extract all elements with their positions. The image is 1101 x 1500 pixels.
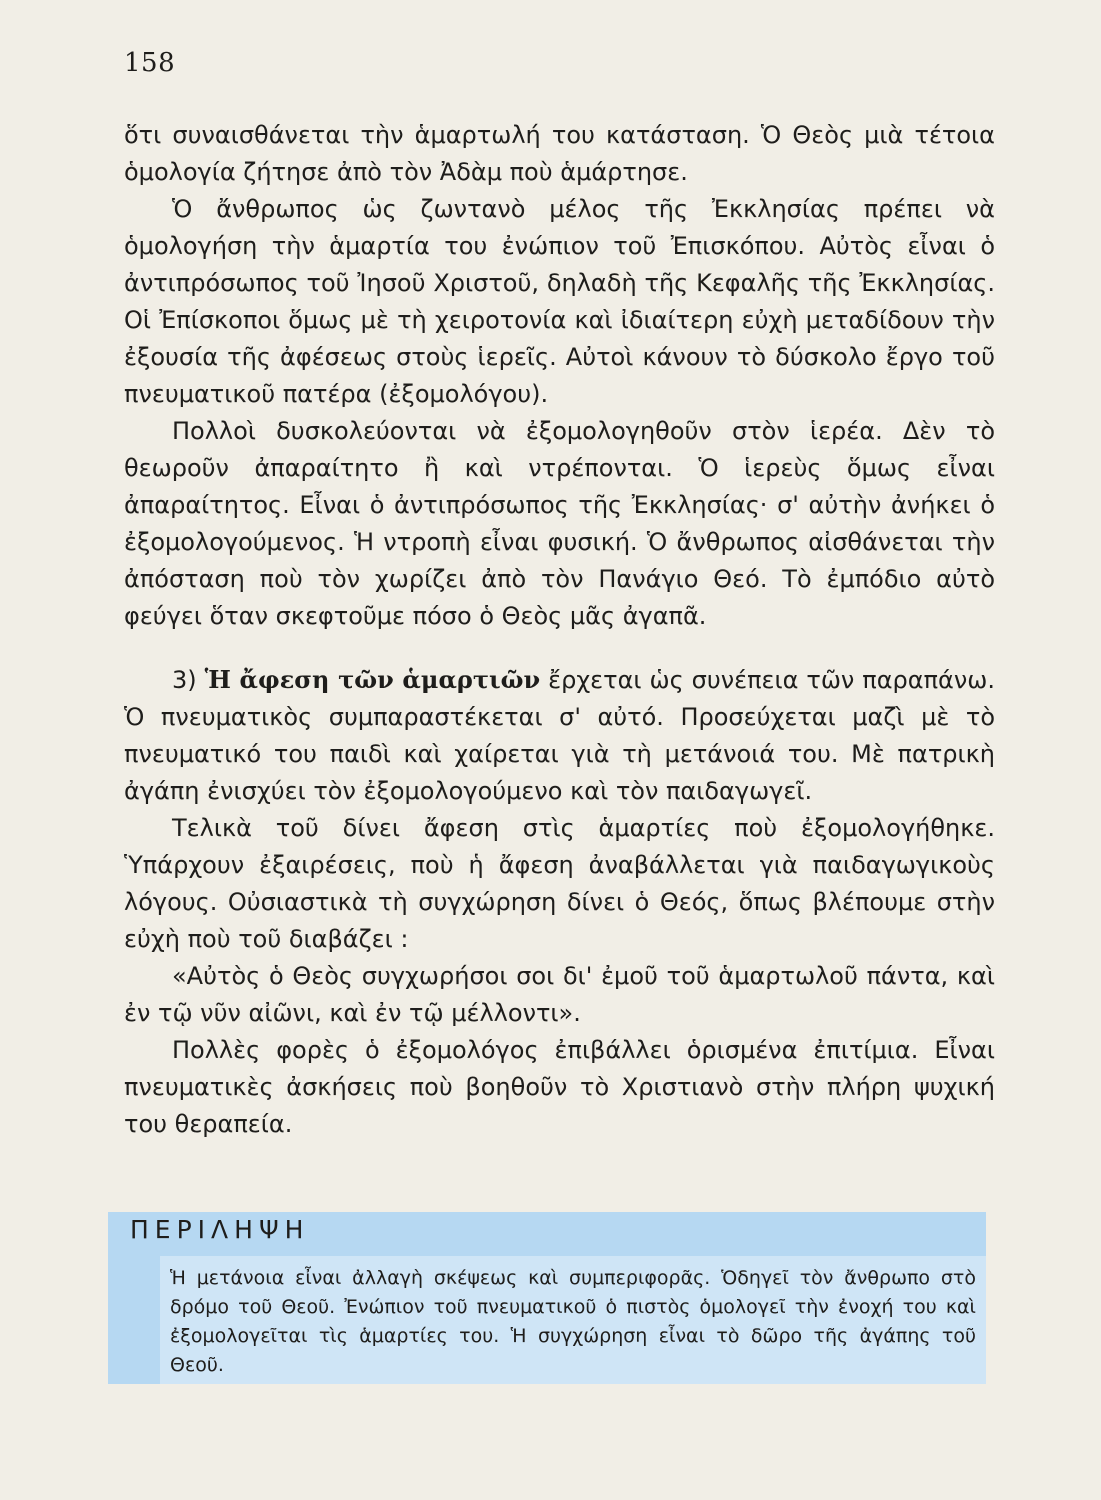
section-heading: Ἡ ἄφεση τῶν ἁμαρτιῶν <box>204 665 541 694</box>
paragraph-4-text: ἔρχεται ὡς συνέπεια τῶν παραπάνω. Ὁ πνευματικὸς συμπαραστέκεται σ' αὐτό. Προσεύχεται μαζὶ μὲ τὸ πνευματικό του παιδὶ καὶ χαίρεται γιὰ τὴ μετάνοιά του. Μὲ πατρικὴ ἀγάπη ἐνισχύει τὸν ἐξομολογούμενο καὶ τὸν παιδαγωγεῖ. <box>124 666 995 805</box>
summary-panel <box>160 1256 986 1384</box>
paragraph-7: Πολλὲς φορὲς ὁ ἐξομολόγος ἐπιβάλλει ὁρισμένα ἐπιτίμια. Εἶναι πνευματικὲς ἀσκήσεις ποὺ βοηθοῦν τὸ Χριστιανὸ στὴν πλήρη ψυχική του θεραπεία. <box>124 1036 995 1138</box>
prayer-quote: «Αὐτὸς ὁ Θεὸς συγχωρήσοι σοι δι' ἐμοῦ τοῦ ἁμαρτωλοῦ πάντα, καὶ ἐν τῷ νῦν αἰῶνι, καὶ ἐν τῷ μέλλοντι». <box>124 962 995 1027</box>
body-text <box>124 117 995 1143</box>
summary-box <box>108 1212 986 1384</box>
paragraph-5: Τελικὰ τοῦ δίνει ἄφεση στὶς ἁμαρτίες ποὺ ἐξομολογήθηκε. Ὑπάρχουν ἐξαιρέσεις, ποὺ ἡ ἄφεση ἀναβάλλεται γιὰ παιδαγωγικοὺς λόγους. Οὐσιαστικὰ τὴ συγχώρηση δίνει ὁ Θεός, ὅπως βλέπουμε στὴν εὐχὴ ποὺ τοῦ διαβάζει : <box>124 814 995 953</box>
paragraph-4 <box>124 661 995 810</box>
page-number: 158 <box>124 48 176 78</box>
paragraph-2: Ὁ ἄνθρωπος ὡς ζωντανὸ μέλος τῆς Ἐκκλησίας πρέπει νὰ ὁμολογήση τὴν ἁμαρτία του ἐνώπιον τοῦ Ἐπισκόπου. Αὐτὸς εἶναι ὁ ἀντιπρόσωπος τοῦ Ἰησοῦ Χριστοῦ, δηλαδὴ τῆς Κεφαλῆς τῆς Ἐκκλησίας. Οἱ Ἐπίσκοποι ὅμως μὲ τὴ χειροτονία καὶ ἰδιαίτερη εὐχὴ μεταδίδουν τὴν ἐξουσία τῆς ἀφέσεως στοὺς ἱερεῖς. Αὐτοὶ κάνουν τὸ δύσκολο ἔργο τοῦ πνευματικοῦ πατέρα (ἐξομολόγου). <box>124 195 995 408</box>
summary-text: Ἡ μετάνοια εἶναι ἀλλαγὴ σκέψεως καὶ συμπεριφορᾶς. Ὁδηγεῖ τὸν ἄνθρωπο στὸ δρόμο τοῦ Θεοῦ. Ἐνώπιον τοῦ πνευματικοῦ ὁ πιστὸς ὁμολογεῖ τὴν ἐνοχή του καὶ ἐξομολογεῖται τὶς ἁμαρτίες του. Ἡ συγχώρηση εἶναι τὸ δῶρο τῆς ἀγάπης τοῦ Θεοῦ. <box>170 1267 976 1376</box>
paragraph-1: ὅτι συναισθάνεται τὴν ἁμαρτωλή του κατάσταση. Ὁ Θεὸς μιὰ τέτοια ὁμολογία ζήτησε ἀπὸ τὸν Ἀδὰμ ποὺ ἁμάρτησε. <box>124 121 995 186</box>
paragraph-3: Πολλοὶ δυσκολεύονται νὰ ἐξομολογηθοῦν στὸν ἱερέα. Δὲν τὸ θεωροῦν ἀπαραίτητο ἢ καὶ ντρέπονται. Ὁ ἱερεὺς ὅμως εἶναι ἀπαραίτητος. Εἶναι ὁ ἀντιπρόσωπος τῆς Ἐκκλησίας· σ' αὐτὴν ἀνήκει ὁ ἐξομολογούμενος. Ἡ ντροπὴ εἶναι φυσική. Ὁ ἄνθρωπος αἰσθάνεται τὴν ἀπόσταση ποὺ τὸν χωρίζει ἀπὸ τὸν Πανάγιο Θεό. Τὸ ἐμπόδιο αὐτὸ φεύγει ὅταν σκεφτοῦμε πόσο ὁ Θεὸς μᾶς ἀγαπᾶ. <box>124 417 995 630</box>
summary-title: ΠΕΡΙΛΗΨΗ <box>130 1215 310 1244</box>
section-number: 3) <box>172 666 197 694</box>
